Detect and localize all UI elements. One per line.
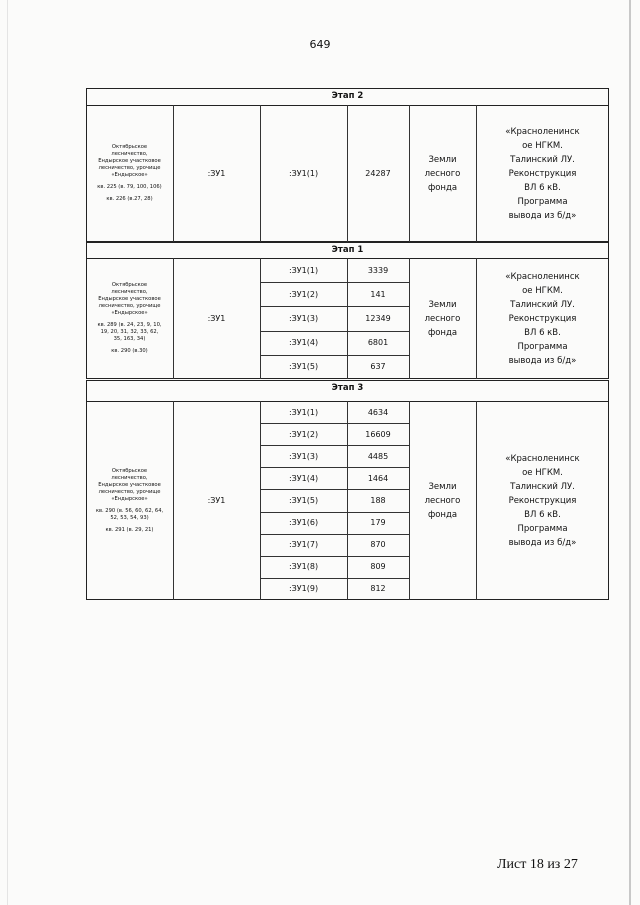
sub-plot-cell: :ЗУ1(4) [288,338,319,348]
plot-id-cell: :ЗУ1 [207,496,226,505]
sub-plot-cell: :ЗУ1(5) [288,362,319,372]
row-divider [260,512,409,513]
row-divider [260,282,409,283]
location-line: 35, 163, 34) [113,336,146,342]
project-line: «Красноленинск [505,126,580,137]
category-line: лесного [424,168,461,179]
sub-plot-cell: :ЗУ1(1) [288,265,319,275]
project-line: «Красноленинск [505,271,580,282]
sub-plot-cell: :ЗУ1(7) [288,540,319,550]
project-line: Реконструкция [508,168,577,179]
sheet-footer: Лист 18 из 27 [497,857,578,872]
area-cell: 3339 [367,265,389,275]
location-line: «Ендырское» [111,172,148,178]
row-divider [260,331,409,332]
location-line: 52, 53, 54, 93) [110,514,149,521]
area-cell: 812 [370,584,386,594]
project-line: вывода из б/д» [508,210,577,221]
area-cell: 16609 [365,429,391,439]
sub-plot-cell: :ЗУ1(1) [288,169,319,178]
land-category-cell [409,105,476,242]
sub-plot-cell: :ЗУ1(3) [288,451,319,461]
project-line: Программа [517,341,568,352]
row-divider [260,556,409,557]
project-line: вывода из б/д» [508,537,577,548]
area-cell: 637 [370,362,386,372]
project-line: Талинский ЛУ. [510,299,575,310]
location-line: Ендырское участковое [98,296,161,302]
sub-plot-cell: :ЗУ1(8) [288,562,319,572]
category-line: фонда [427,182,458,193]
category-line: лесного [424,313,461,324]
project-cell [476,401,609,600]
project-line: ВЛ 6 кВ. [524,327,561,338]
project-line: ВЛ 6 кВ. [524,509,561,520]
location-line: Ендырское участковое [98,158,161,164]
location-cell [86,258,173,379]
plot-id-cell: :ЗУ1 [207,169,226,178]
stage-title: Этап 2 [331,91,364,101]
sub-plot-cell: :ЗУ1(6) [288,518,319,528]
location-line: лесничество, [111,289,148,295]
sub-plot-cell: :ЗУ1(2) [288,429,319,439]
category-line: Земли [428,299,457,310]
stage-title: Этап 1 [331,245,364,255]
plot-id-cell: :ЗУ1 [207,314,226,323]
area-cell: 6801 [367,338,389,348]
area-cell: 12349 [365,313,391,323]
location-line: «Ендырское» [111,310,148,316]
location-line: кв. 225 (в. 79, 100, 106) [97,184,162,190]
location-line: «Ендырское» [111,495,148,502]
stage-title: Этап 3 [331,383,364,393]
land-category-cell [409,258,476,379]
location-cell [86,401,173,600]
location-line: Октябрьское [111,144,148,150]
page-edge-right [629,0,631,905]
category-line: Земли [428,481,457,492]
row-divider [260,467,409,468]
project-line: Реконструкция [508,495,577,506]
location-cell [86,105,173,242]
area-cell: 24287 [365,169,391,178]
area-cell: 870 [370,540,386,550]
row-divider [260,445,409,446]
location-line: 19, 20, 31, 32, 33, 62, [100,329,159,335]
project-line: Программа [517,196,568,207]
area-cell: 188 [370,495,386,505]
area-cell: 1464 [367,473,389,483]
category-line: фонда [427,327,458,338]
sub-plot-cell: :ЗУ1(1) [288,407,319,417]
area-cell: 4485 [367,451,389,461]
location-line: Октябрьское [111,282,148,288]
category-line: лесного [424,495,461,506]
location-line: Октябрьское [111,467,148,474]
project-cell [476,105,609,242]
row-divider [260,355,409,356]
category-line: фонда [427,509,458,520]
sub-plot-cell: :ЗУ1(4) [288,473,319,483]
project-line: Талинский ЛУ. [510,481,575,492]
row-divider [260,306,409,307]
area-cell: 179 [370,518,386,528]
sub-plot-cell: :ЗУ1(9) [288,584,319,594]
location-line: кв. 226 (в.27, 28) [106,196,153,202]
location-line: лесничество, урочище [98,488,161,495]
page-number: 649 [309,38,331,51]
project-line: ое НГКМ. [522,140,563,151]
sub-plot-cell: :ЗУ1(2) [288,289,319,299]
row-divider [260,578,409,579]
area-cell: 141 [370,289,386,299]
project-line: Талинский ЛУ. [510,154,575,165]
project-line: вывода из б/д» [508,355,577,366]
sub-plot-cell: :ЗУ1(5) [288,495,319,505]
project-line: ое НГКМ. [522,285,563,296]
location-line: Ендырское участковое [98,481,161,488]
project-cell [476,258,609,379]
page-edge-left [7,0,8,905]
land-category-cell [409,401,476,600]
sub-plot-cell: :ЗУ1(3) [288,313,319,323]
project-line: Реконструкция [508,313,577,324]
project-line: ВЛ 6 кВ. [524,182,561,193]
location-line: лесничество, урочище [98,165,161,171]
location-line: кв. 289 (в. 24, 23, 9, 10, [97,322,162,328]
row-divider [260,423,409,424]
project-line: «Красноленинск [505,453,580,464]
category-line: Земли [428,154,457,165]
location-line: кв. 290 (в.30) [111,348,148,354]
area-cell: 4634 [367,407,389,417]
location-line: кв. 291 (в. 29, 21) [105,526,154,533]
location-line: лесничество, [111,151,148,157]
area-cell: 809 [370,562,386,572]
location-line: лесничество, [111,474,148,481]
project-line: Программа [517,523,568,534]
row-divider [260,534,409,535]
row-divider [260,489,409,490]
project-line: ое НГКМ. [522,467,563,478]
location-line: кв. 290 (в. 56, 60, 62, 64, [95,507,164,514]
location-line: лесничество, урочище [98,303,161,309]
